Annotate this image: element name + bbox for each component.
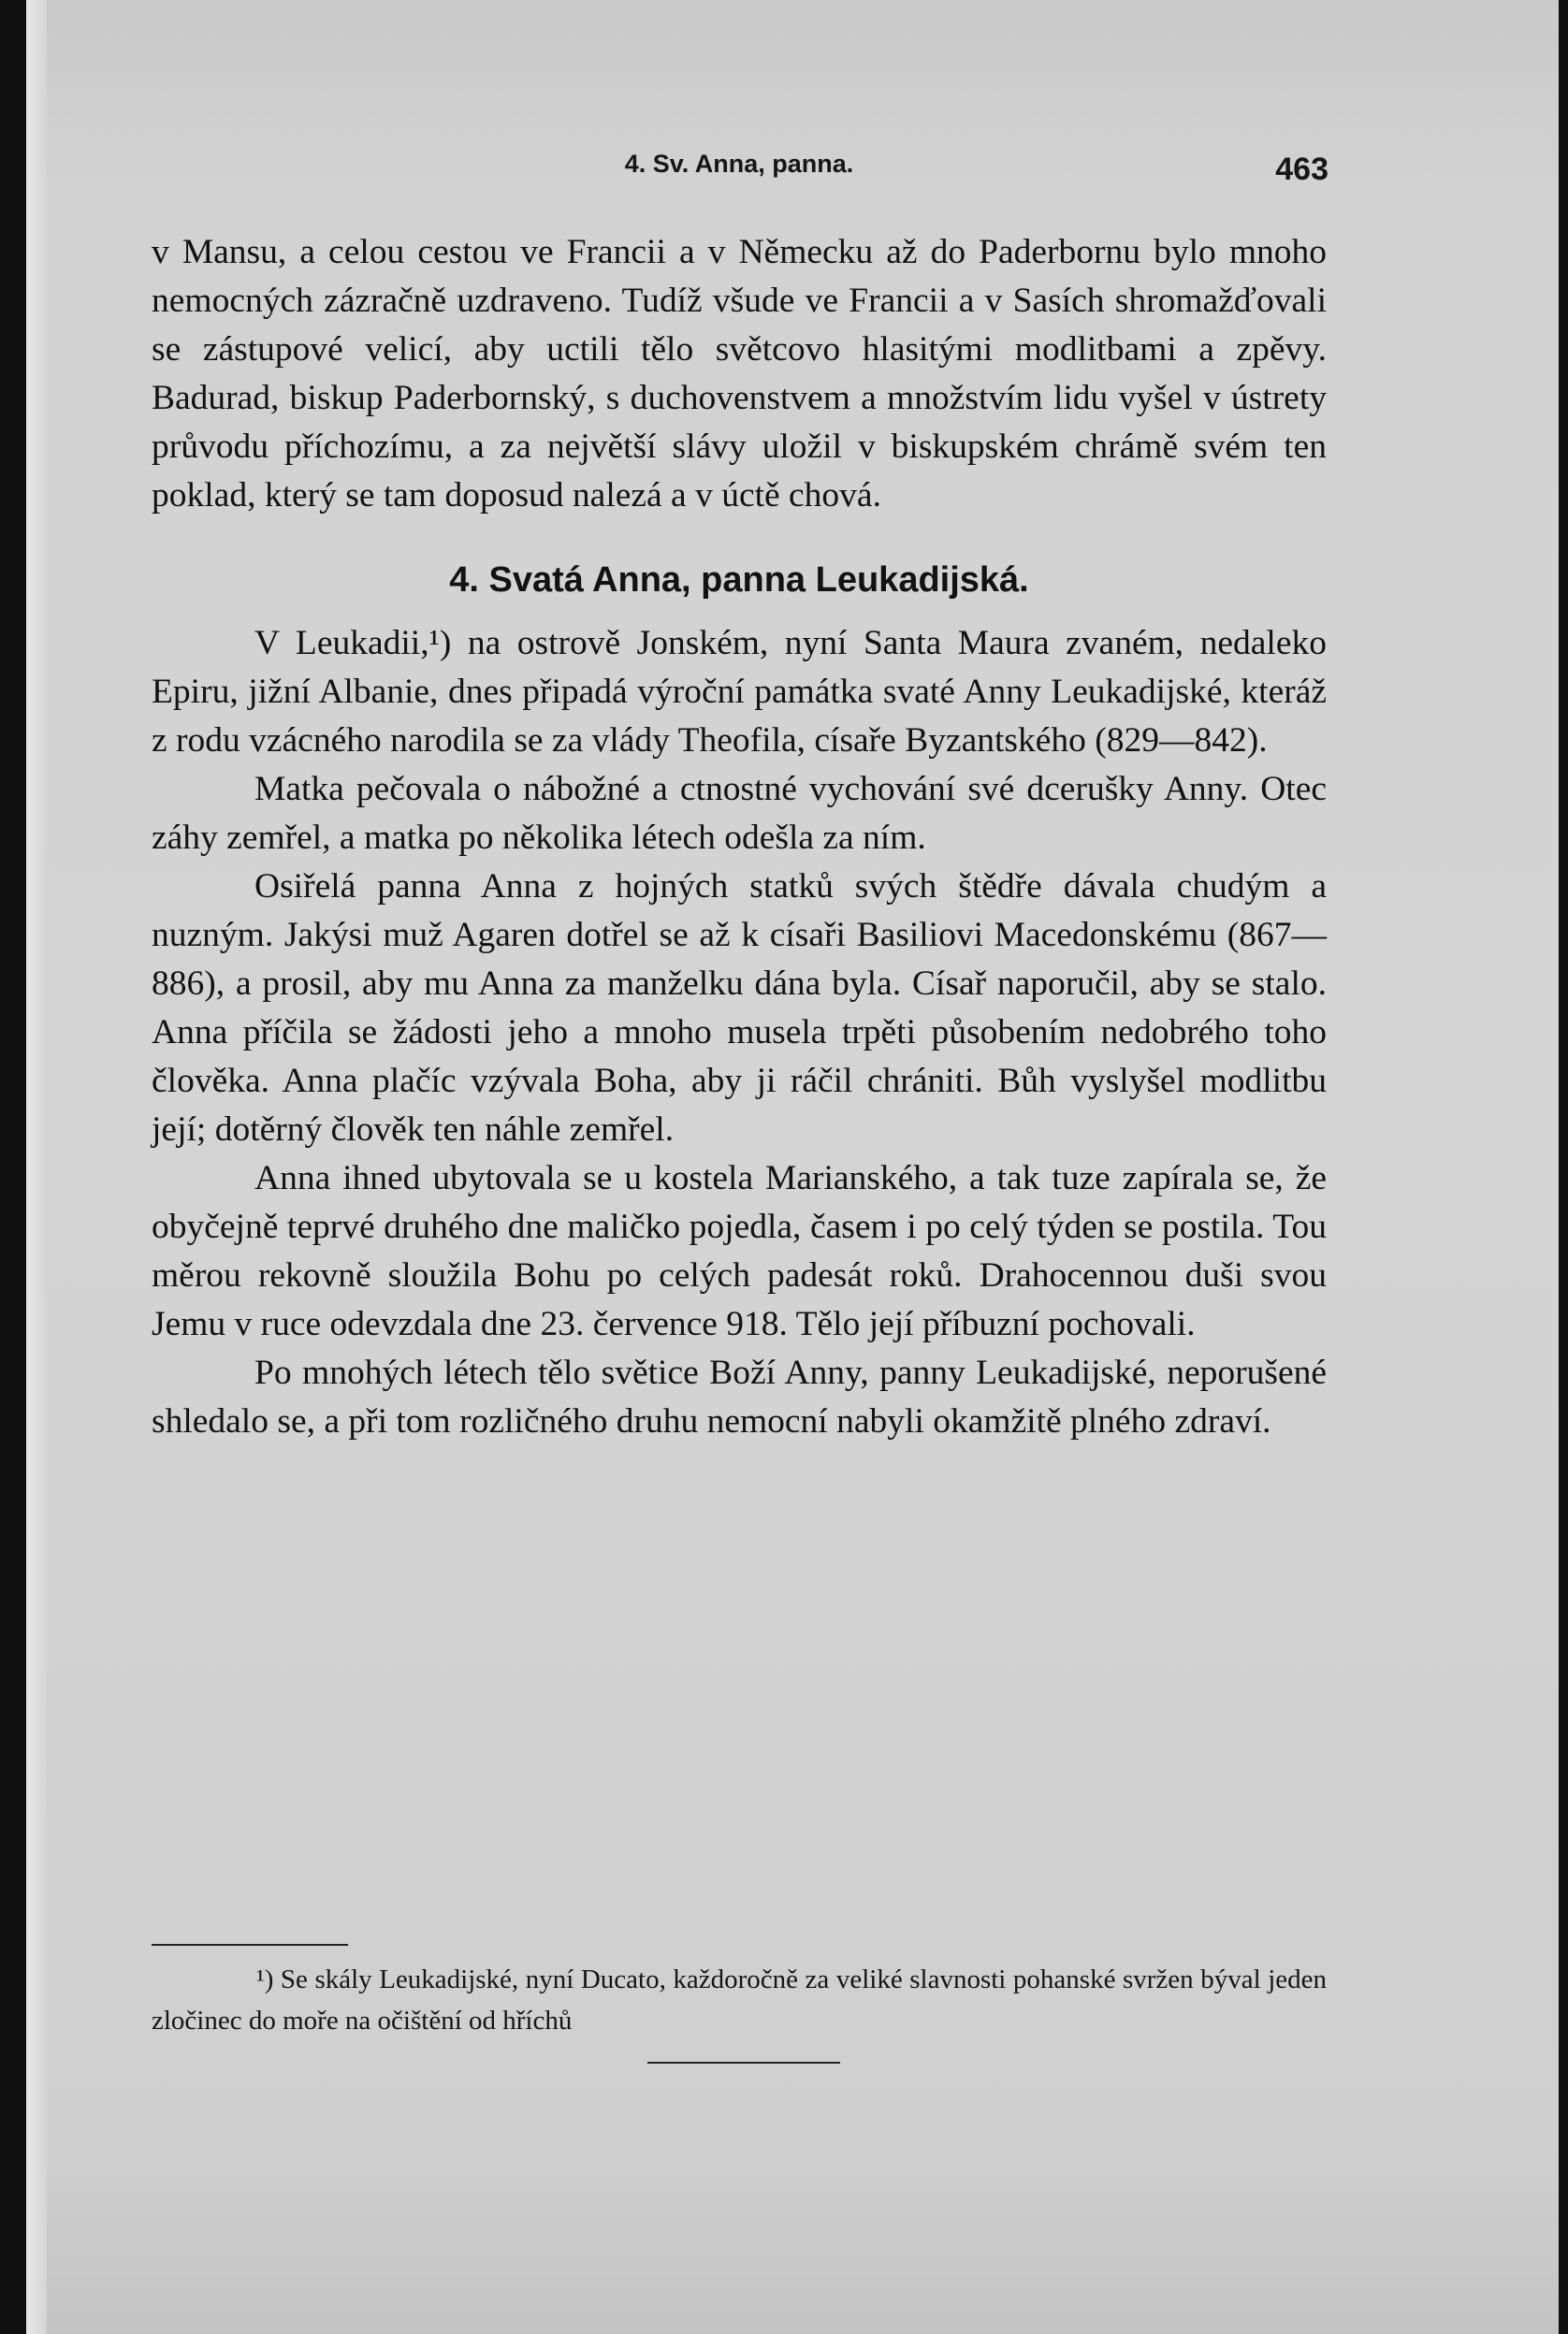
paragraph: Po mnohých létech tělo světice Boží Anny, panny Leukadijské, neporušené shledalo se, a při tom rozličného druhu nemocní nabyli okamžitě plného zdraví. [152,1354,1327,1441]
paragraph: Matka pečovala o nábožné a ctnostné vychování své dcerušky Anny. Otec záhy zemřel, a matka po několika létech odešla za ním. [152,770,1327,857]
footnote [152,1959,1327,2041]
running-header [150,150,1328,196]
page-number: 463 [1275,152,1328,187]
section-heading: 4. Svatá Anna, panna Leukadijská. [449,560,1029,600]
footnote-text: ¹) Se skály Leukadijské, nyní Ducato, každoročně za veliké slavnosti pohanské svržen býval jeden zločinec do moře na očištění od hříchů [152,1964,1327,2036]
scan-right-border [1559,0,1568,2334]
paragraph: Anna ihned ubytovala se u kostela Marianského, a tak tuze zapírala se, že obyčejně teprvé druhého dne maličko pojedla, časem i po celý týden se postila. Tou měrou rekovně sloužila Bohu po celých padesát roků. Drahocennou duši svou Jemu v ruce odevzdala dne 23. července 918. Tělo její příbuzní pochovali. [152,1159,1327,1343]
scan-left-border [0,0,26,2334]
paragraph-continued: v Mansu, a celou cestou ve Francii a v Německu až do Paderbornu bylo mnoho nemocných zázračně uzdraveno. Tudíž všude ve Francii a v Sasích shromažďovali se zástupové velicí, aby uctili tělo světcovo hlasitými modlitbami a zpěvy. Badurad, biskup Paderbornský, s duchovenstvem a množstvím lidu vyšel v ústrety průvodu příchozímu, a za největší slávy uložil v biskupském chrámě svém ten poklad, který se tam doposud nalezá a v úctě chová. [152,233,1327,515]
paragraph: V Leukadii,¹) na ostrově Jonském, nyní Santa Maura zvaném, nedaleko Epiru, jižní Albanie, dnes připadá výroční památka svaté Anny Leukadijské, kteráž z rodu vzácného narodila se za vlády Theofila, císaře Byzantského (829—842). [152,624,1327,760]
running-title: 4. Sv. Anna, panna. [624,150,854,178]
end-rule [647,2062,840,2064]
paragraph: Osiřelá panna Anna z hojných statků svých štědře dávala chudým a nuzným. Jakýsi muž Agaren dotřel se až k císaři Basiliovi Macedonskému (867—886), a prosil, aby mu Anna za manželku dána byla. Císař naporučil, aby se stalo. Anna příčila se žádosti jeho a mnoho musela trpěti působením nedobrého toho člověka. Anna plačíc vzývala Boha, aby ji ráčil chrániti. Bůh vyslyšel modlitbu její; dotěrný člověk ten náhle zemřel. [152,867,1327,1149]
footnote-separator [152,1944,348,1946]
main-text [152,228,1327,1446]
